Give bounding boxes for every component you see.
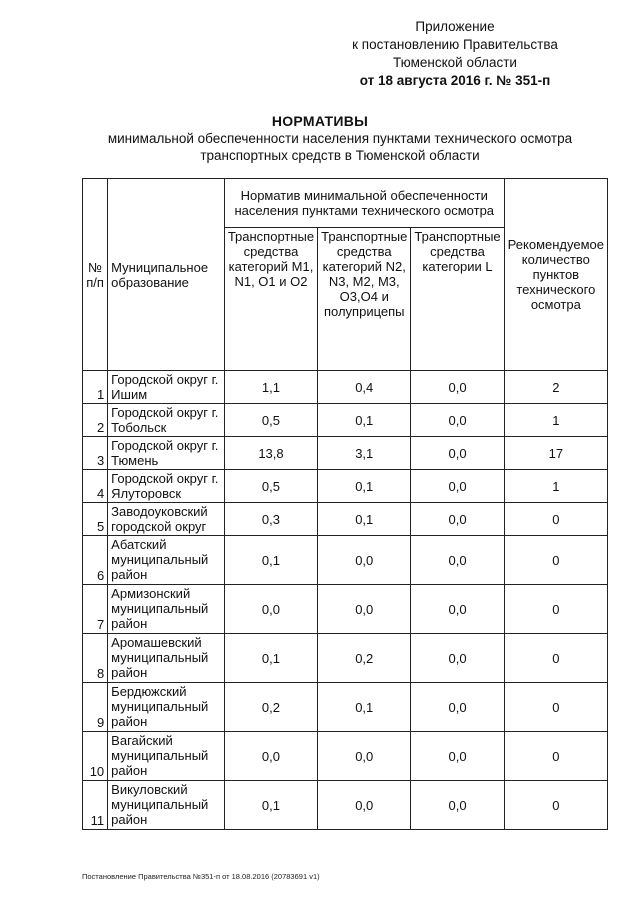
row-municipality: Викуловский муниципальный район <box>108 781 225 830</box>
appendix-header <box>330 18 580 90</box>
row-value-m1-n1: 0,2 <box>224 683 317 732</box>
row-value-l: 0,0 <box>411 585 504 634</box>
row-number: 2 <box>83 404 108 437</box>
row-municipality: Городской округ г. Тобольск <box>108 404 225 437</box>
row-value-n2-m2: 0,1 <box>318 404 411 437</box>
row-number: 6 <box>83 536 108 585</box>
row-value-recommended: 0 <box>504 781 607 830</box>
table-row <box>83 781 608 830</box>
row-value-n2-m2: 0,1 <box>318 503 411 536</box>
row-number: 1 <box>83 371 108 404</box>
row-value-recommended: 0 <box>504 732 607 781</box>
table-row <box>83 437 608 470</box>
row-number: 10 <box>83 732 108 781</box>
appendix-resolution: к постановлению Правительства <box>352 37 558 52</box>
table-row <box>83 470 608 503</box>
row-value-n2-m2: 0,0 <box>318 585 411 634</box>
row-value-l: 0,0 <box>411 470 504 503</box>
row-value-l: 0,0 <box>411 634 504 683</box>
row-value-m1-n1: 13,8 <box>224 437 317 470</box>
row-municipality: Бердюжский муниципальный район <box>108 683 225 732</box>
row-value-recommended: 2 <box>504 371 607 404</box>
row-value-n2-m2: 0,0 <box>318 781 411 830</box>
row-value-m1-n1: 0,3 <box>224 503 317 536</box>
row-value-m1-n1: 0,5 <box>224 470 317 503</box>
row-number: 11 <box>83 781 108 830</box>
row-value-recommended: 0 <box>504 503 607 536</box>
row-value-m1-n1: 0,0 <box>224 732 317 781</box>
row-value-l: 0,0 <box>411 404 504 437</box>
column-header-recommended: Рекомендуемое количество пунктов технического осмотра <box>504 179 607 371</box>
appendix-region: Тюменской области <box>393 55 517 70</box>
row-value-recommended: 0 <box>504 585 607 634</box>
row-value-l: 0,0 <box>411 503 504 536</box>
row-municipality: Аромашевский муниципальный район <box>108 634 225 683</box>
row-number: 3 <box>83 437 108 470</box>
table-body <box>83 371 608 830</box>
table-row <box>83 404 608 437</box>
column-header-municipality: Муниципальное образование <box>108 179 225 371</box>
row-number: 7 <box>83 585 108 634</box>
row-number: 8 <box>83 634 108 683</box>
row-value-m1-n1: 0,1 <box>224 634 317 683</box>
table-row <box>83 585 608 634</box>
row-value-n2-m2: 0,1 <box>318 470 411 503</box>
row-municipality: Абатский муниципальный район <box>108 536 225 585</box>
table-row <box>83 683 608 732</box>
row-municipality: Городской округ г. Тюмень <box>108 437 225 470</box>
column-header-norm-group: Норматив минимальной обеспеченности населения пунктами технического осмотра <box>224 179 504 228</box>
document-title: НОРМАТИВЫ <box>271 113 369 129</box>
row-value-l: 0,0 <box>411 536 504 585</box>
row-value-m1-n1: 0,1 <box>224 536 317 585</box>
row-value-l: 0,0 <box>411 371 504 404</box>
row-municipality: Вагайский муниципальный район <box>108 732 225 781</box>
row-value-l: 0,0 <box>411 732 504 781</box>
row-value-n2-m2: 0,0 <box>318 536 411 585</box>
row-municipality: Заводоуковский городской округ <box>108 503 225 536</box>
row-value-recommended: 0 <box>504 683 607 732</box>
row-value-n2-m2: 3,1 <box>318 437 411 470</box>
document-subtitle: минимальной обеспеченности населения пунктами технического осмотра транспортных средств в Тюменской области <box>107 131 573 163</box>
appendix-label: Приложение <box>415 19 495 34</box>
column-header-number: № п/п <box>83 179 108 371</box>
row-value-m1-n1: 0,0 <box>224 585 317 634</box>
column-header-n2-m2: Транспортные средства категорий N2, N3, M2, M3, O3,O4 и полуприцепы <box>318 228 411 371</box>
appendix-date: от 18 августа 2016 г. № 351-п <box>359 73 551 88</box>
row-value-m1-n1: 1,1 <box>224 371 317 404</box>
row-municipality: Городской округ г. Ишим <box>108 371 225 404</box>
row-number: 4 <box>83 470 108 503</box>
row-value-n2-m2: 0,2 <box>318 634 411 683</box>
row-value-n2-m2: 0,1 <box>318 683 411 732</box>
row-municipality: Армизонский муниципальный район <box>108 585 225 634</box>
row-municipality: Городской округ г. Ялуторовск <box>108 470 225 503</box>
row-value-recommended: 0 <box>504 536 607 585</box>
row-value-m1-n1: 0,1 <box>224 781 317 830</box>
table-row <box>83 503 608 536</box>
row-number: 5 <box>83 503 108 536</box>
norms-table <box>82 178 608 830</box>
row-value-m1-n1: 0,5 <box>224 404 317 437</box>
row-value-recommended: 1 <box>504 404 607 437</box>
column-header-m1-n1: Транспортные средства категорий M1, N1, O1 и O2 <box>224 228 317 371</box>
page-footer: Постановление Правительства №351-п от 18.08.2016 (20783691 v1) <box>82 872 320 881</box>
table-row <box>83 371 608 404</box>
row-value-n2-m2: 0,4 <box>318 371 411 404</box>
row-value-recommended: 1 <box>504 470 607 503</box>
row-value-recommended: 17 <box>504 437 607 470</box>
row-value-l: 0,0 <box>411 781 504 830</box>
row-number: 9 <box>83 683 108 732</box>
row-value-recommended: 0 <box>504 634 607 683</box>
row-value-l: 0,0 <box>411 683 504 732</box>
table-row <box>83 634 608 683</box>
column-header-l: Транспортные средства категории L <box>411 228 504 371</box>
row-value-l: 0,0 <box>411 437 504 470</box>
table-row <box>83 732 608 781</box>
row-value-n2-m2: 0,0 <box>318 732 411 781</box>
table-row <box>83 536 608 585</box>
